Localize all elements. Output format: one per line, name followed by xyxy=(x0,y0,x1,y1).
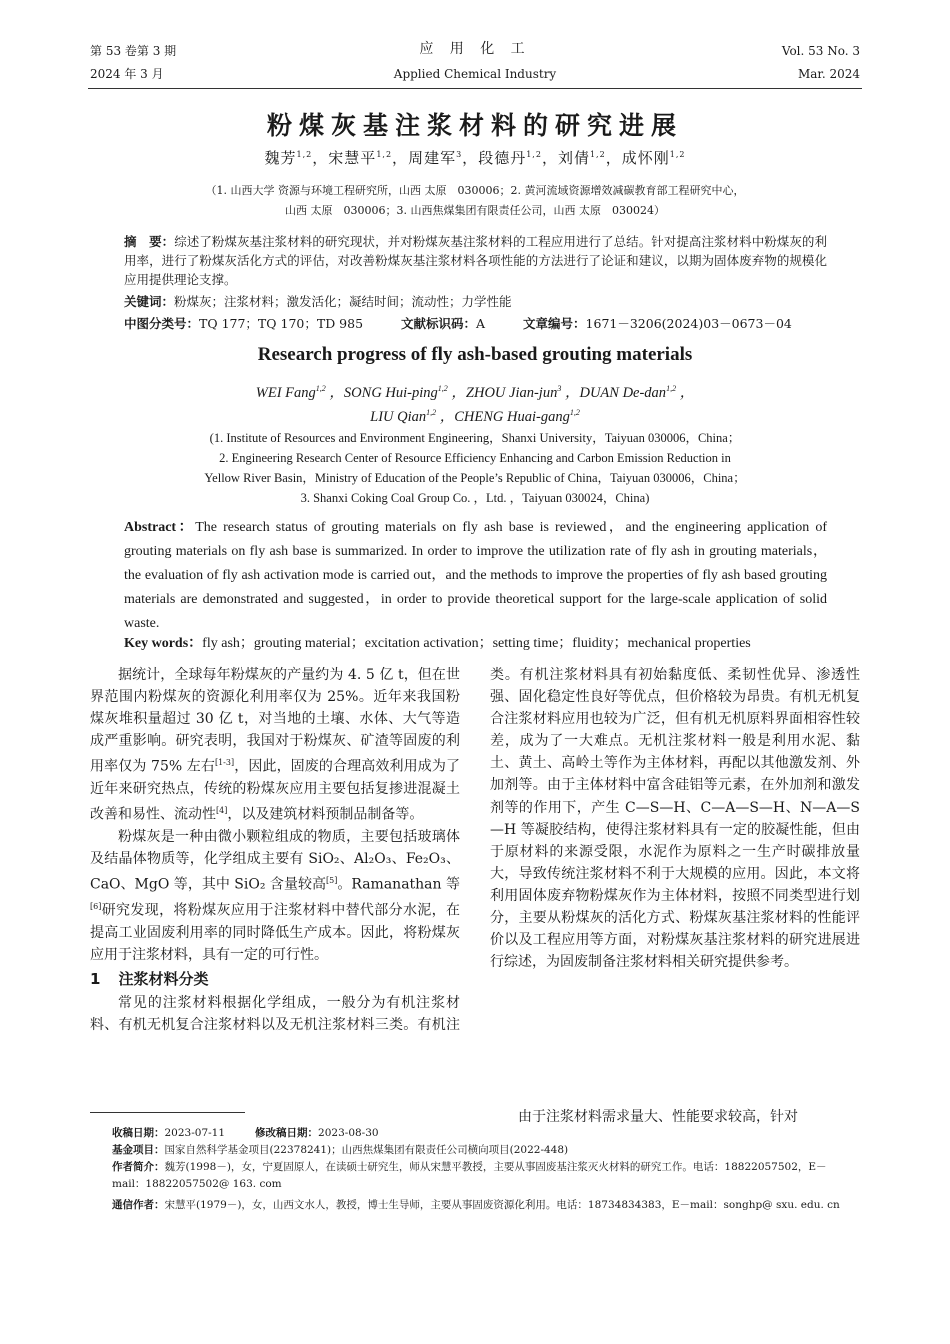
paragraph-3-continued xyxy=(490,664,860,1106)
paragraph-3-start xyxy=(90,992,460,1036)
abstract-zh-label: 摘 要： xyxy=(124,234,175,249)
author-name: 刘倩 xyxy=(557,149,590,167)
author-separator: ， xyxy=(312,149,329,167)
footnotes xyxy=(112,1125,852,1214)
author-separator: ， xyxy=(561,385,580,401)
authors-en-line1 xyxy=(0,381,950,402)
paragraph-2-text: 粉煤灰是一种由微小颗粒组成的物质，主要包括玻璃体及结晶体物质等，化学组成主要有 xyxy=(90,828,460,868)
author-name: SONG Hui-ping xyxy=(343,385,438,401)
section-title: 注浆材料分类 xyxy=(118,969,209,988)
author-affil-mark: 1,2 xyxy=(589,150,606,159)
article-no-value: 1671－3206(2024)03－0673－04 xyxy=(585,316,792,331)
funding-label: 基金项目： xyxy=(112,1144,165,1156)
affiliation-en-3: Yellow River Basin，Ministry of Education of the People’s Republic of China，Taiyuan 030006，China； xyxy=(204,471,746,485)
author-name: WEI Fang xyxy=(255,385,316,401)
clc-label: 中图分类号： xyxy=(124,316,200,331)
paragraph-2-text-c: 。Ramanathan 等 xyxy=(337,876,461,893)
doc-code-value: A xyxy=(476,316,486,331)
header-rule xyxy=(88,88,862,89)
funding-text: 国家自然科学基金项目(22378241)；山西焦煤集团有限责任公司横向项目(2022-448) xyxy=(164,1144,569,1156)
volume-issue-en: Vol. 53 No. 3 xyxy=(781,44,860,58)
doc-code-label: 文献标识码： xyxy=(401,316,477,331)
footnote-rule xyxy=(90,1112,245,1113)
funding xyxy=(112,1142,852,1159)
paragraph-4: 由于注浆材料需求量大、性能要求较高，针对 xyxy=(518,1109,798,1125)
journal-name-en: Applied Chemical Industry xyxy=(393,67,557,81)
classification-line xyxy=(124,314,827,333)
author-affil-mark: 1,2 xyxy=(315,384,326,394)
paragraph-3-text: 常见的注浆材料根据化学组成，一般分为有机注浆材料、有机无机复合注浆材料以及无机注浆材料三类。有机注 xyxy=(90,994,460,1034)
issue-date-en: Mar. 2024 xyxy=(797,67,860,81)
author-separator: ， xyxy=(447,385,466,401)
keywords-zh xyxy=(124,292,827,311)
volume-issue: 第 53 卷第 3 期 xyxy=(90,44,177,58)
authors-zh xyxy=(0,147,950,168)
section-number: 1 xyxy=(90,969,101,988)
clc-value: TQ 177；TQ 170；TD 985 xyxy=(199,316,364,331)
abstract-zh xyxy=(124,232,827,289)
corresponding-label: 通信作者： xyxy=(112,1199,165,1211)
abstract-en-text: The research status of grouting materials on fly ash base is reviewed，and the engineering application of grouting materials on fly ash base is summarized. In order to improve the utilization rate of fly ash in grouting materials，the evaluation of fly ash activation mode is carried out，and the methods to improve the properties of fly ash based grouting materials are demonstrated and suggested，in order to provide theoretical support for the large-scale application of solid waste. xyxy=(124,520,827,631)
received-label: 收稿日期： xyxy=(112,1127,165,1139)
keywords-en-text: fly ash；grouting material；excitation activation；setting time；fluidity；mechanical properties xyxy=(202,636,751,651)
keywords-en-label: Key words： xyxy=(124,636,203,651)
revised-date: 2023-08-30 xyxy=(318,1127,379,1139)
author-affil-mark: 1,2 xyxy=(526,150,542,159)
abstract-en-label: Abstract： xyxy=(124,520,196,535)
author-separator: ， xyxy=(462,149,479,167)
author-affil-mark: 1,2 xyxy=(437,384,448,394)
author-affil-mark: 3 xyxy=(557,384,562,394)
author-separator: ， xyxy=(392,149,409,167)
keywords-zh-label: 关键词： xyxy=(124,294,175,309)
issue-date: 2024 年 3 月 xyxy=(90,67,164,81)
author-bio-label: 作者简介： xyxy=(112,1161,165,1173)
author-bio-text: 魏芳(1998－)，女，宁夏固原人，在读硕士研究生，师从宋慧平教授，主要从事固废基注浆灭火材料的研究工作。电话：18822057502，E－mail：18822057502@ 163. com xyxy=(112,1161,827,1190)
citation: [1-3] xyxy=(214,758,235,768)
citation: [4] xyxy=(216,806,228,816)
paragraph-2-text-d: 研究发现，将粉煤灰应用于注浆材料中替代部分水泥，在提高工业固废利用率的同时降低生产成本。因此，将粉煤灰应用于注浆材料，具有一定的可行性。 xyxy=(90,902,460,963)
author-name: 宋慧平 xyxy=(328,149,377,167)
keywords-zh-text: 粉煤灰；注浆材料；激发活化；凝结时间；流动性；力学性能 xyxy=(174,294,512,309)
paragraph-3-continued-text: 类。有机注浆材料具有初始黏度低、柔韧性优异、渗透性强、固化稳定性良好等优点，但价格较为昂贵。有机无机复合注浆材料应用也较为广泛，但有机无机原料界面相容性较差，成为了一大难点。无机注浆材料一般是利用水泥、黏土、黄土、高岭土等作为主体材料，再配以其他激发剂、外加剂等。由于主体材料中富含硅铝等元素，在外加剂和激发剂等的作用下，产生 C—S—H、C—A—S—H、N—A—S—H 等凝胶结构，使得注浆材料具有一定的胶凝性能，但由于原材料的来源受限，水泥作为原料之一生产时碳排放量大，导致传统注浆材料不利于大规模的应用。因此，本文将利用固体废弃物粉煤灰作为主体材料，按照不同类型进行划分，主要从粉煤灰的活化方式、粉煤灰基注浆材料的性能评价以及工程应用等方面，对粉煤灰基注浆材料的研究进展进行综述，为固废制备注浆材料相关研究提供参考。 xyxy=(490,667,860,971)
received-dates xyxy=(112,1125,852,1142)
paragraph-1-text-b: ，因此，固废的合理高效利用成为了近年来研究热点，传统的粉煤灰应用主要包括复掺进混凝土改善和易性、流动性 xyxy=(90,759,460,823)
author-separator: ， xyxy=(436,409,455,425)
author-name: 魏芳 xyxy=(264,149,297,167)
affiliation-en-2: 2. Engineering Research Center of Resource Efficiency Enhancing and Carbon Emission Reduction in xyxy=(219,451,731,465)
abstract-en xyxy=(124,516,827,636)
author-affil-mark: 1,2 xyxy=(569,408,580,418)
affiliation-en-4: 3. Shanxi Coking Coal Group Co. ，Ltd. ，Taiyuan 030024，China) xyxy=(300,491,650,505)
author-affil-mark: 1,2 xyxy=(376,150,393,159)
author-name: 段德丹 xyxy=(478,149,527,167)
body-column-right xyxy=(490,664,860,1128)
affiliation-zh-line2: 山西 太原 030006；3. 山西焦煤集团有限责任公司，山西 太原 030024） xyxy=(285,204,665,217)
section-heading-1 xyxy=(90,968,460,990)
affiliation-en-1: (1. Institute of Resources and Environment Engineering，Shanxi University，Taiyuan 030006，China； xyxy=(209,431,741,445)
author-name: 周建军 xyxy=(408,149,457,167)
paragraph-2-text-b: 等，其中 SiO₂ 含量较高 xyxy=(169,876,326,893)
revised-label: 修改稿日期： xyxy=(255,1127,319,1139)
author-name: 成怀刚 xyxy=(621,149,670,167)
keywords-en xyxy=(124,634,827,654)
author-name: LIU Qian xyxy=(370,409,427,425)
corresponding-author xyxy=(112,1197,852,1214)
paragraph-1-text-c: ，以及建筑材料预制品制备等。 xyxy=(227,806,424,823)
citation: [6] xyxy=(90,901,102,911)
author-separator: ， xyxy=(676,385,695,401)
title-zh: 粉煤灰基注浆材料的研究进展 xyxy=(266,111,683,140)
author-affil-mark: 1,2 xyxy=(426,408,437,418)
affiliation-zh-line1: （1. 山西大学 资源与环境工程研究所，山西 太原 030006；2. 黄河流域资源增效减碳教育部工程研究中心， xyxy=(205,184,745,197)
author-separator: ， xyxy=(325,385,344,401)
author-separator: ， xyxy=(541,149,558,167)
paragraph-1 xyxy=(90,664,460,826)
author-affil-mark: 3 xyxy=(456,150,463,159)
chemical-formulas: SiO₂、Al₂O₃、Fe₂O₃、CaO、MgO xyxy=(90,851,461,893)
journal-name-zh: 应 用 化 工 xyxy=(419,41,531,57)
author-separator: ， xyxy=(605,149,622,167)
body-column-left xyxy=(90,664,460,1036)
title-en: Research progress of fly ash-based grouting materials xyxy=(257,344,693,365)
paragraph-2 xyxy=(90,826,460,966)
author-bio xyxy=(112,1159,852,1193)
article-no-label: 文章编号： xyxy=(523,316,586,331)
author-affil-mark: 1,2 xyxy=(666,384,677,394)
paragraph-1-text: 据统计，全球每年粉煤灰的产量约为 4. 5 亿 t，但在世界范围内粉煤灰的资源化利用率仅为 25%。近年来我国粉煤灰堆积量超过 30 亿 t，对当地的土壤、水体、大气等造成严重影响。研究表明，我国对于粉煤灰、矿渣等固废的利用率仅为 75% 左右 xyxy=(90,667,460,776)
author-name: CHENG Huai-gang xyxy=(454,409,570,425)
abstract-zh-text: 综述了粉煤灰基注浆材料的研究现状，并对粉煤灰基注浆材料的工程应用进行了总结。针对提高注浆材料中粉煤灰的利用率，进行了粉煤灰活化方式的评估，对改善粉煤灰基注浆材料各项性能的方法进行了论证和建议，以期为固体废弃物的规模化应用提供理论支撑。 xyxy=(124,234,827,287)
author-affil-mark: 1,2 xyxy=(296,150,313,159)
citation: [5] xyxy=(325,876,338,886)
author-name: DUAN De-dan xyxy=(579,385,667,401)
author-affil-mark: 1,2 xyxy=(669,150,686,159)
author-name: ZHOU Jian-jun xyxy=(465,385,558,401)
received-date: 2023-07-11 xyxy=(164,1127,226,1139)
corresponding-text: 宋慧平(1979－)，女，山西文水人，教授，博士生导师，主要从事固废资源化利用。电话：18734834383，E－mail：songhp@ sxu. edu. cn xyxy=(164,1199,840,1211)
authors-en-line2 xyxy=(0,405,950,426)
